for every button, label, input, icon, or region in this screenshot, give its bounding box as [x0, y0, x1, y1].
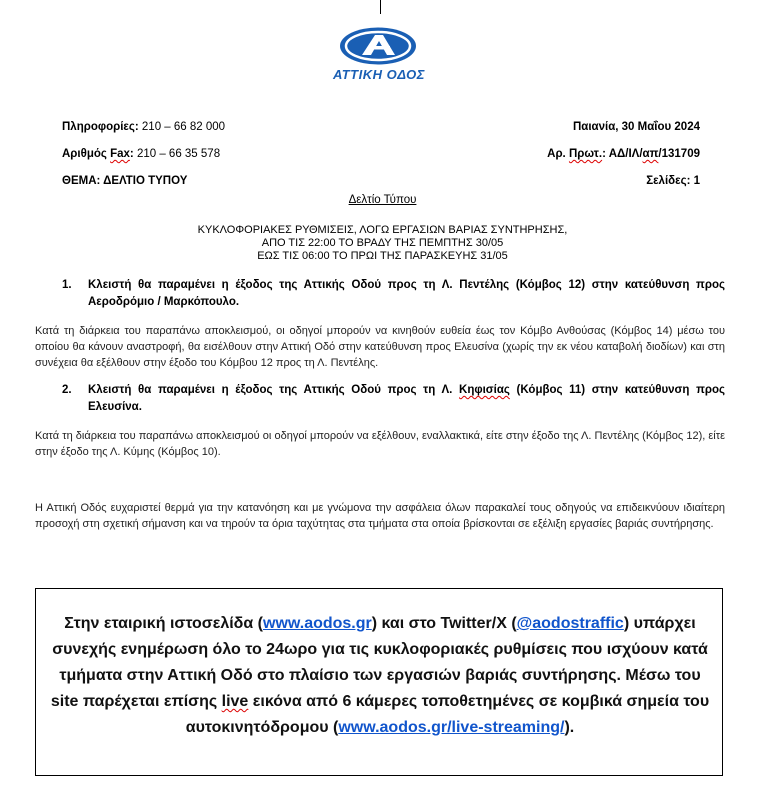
logo-text: ΑΤΤΙΚΗ ΟΔΟΣ	[333, 67, 425, 82]
document-title: ΚΥΚΛΟΦΟΡΙΑΚΕΣ ΡΥΘΜΙΣΕΙΣ, ΛΟΓΩ ΕΡΓΑΣΙΩΝ ΒΑΡΙΑΣ ΣΥΝΤΗΡΗΣΗΣ, ΑΠΟ ΤΙΣ 22:00 ΤΟ ΒΡΑΔΥ ΤΗΣ ΠΕΜΠΤΗΣ 30/05 ΕΩΣ ΤΙΣ 06:00 ΤΟ ΠΡΩΙ ΤΗΣ ΠΑΡΑΣΚΕΥΗΣ 31/05	[197, 224, 568, 262]
protocol-line: Αρ. Πρωτ.: ΑΔ/ΙΛ/απ/131709	[547, 148, 700, 160]
date-line: Παιανία, 30 Μαΐου 2024	[572, 121, 700, 133]
attiki-odos-logo	[333, 26, 423, 88]
info-line: Πληροφορίες: 210 – 66 82 000	[62, 121, 226, 133]
item-1-text: Κλειστή θα παραμένει η έξοδος της Αττικής Οδού προς τη Λ. Πεντέλης (Κόμβος 12) στην κατεύθυνση προς Αεροδρόμιο / Μαρκόπουλο.	[88, 279, 725, 308]
info-phone: 210 – 66 82 000	[141, 121, 226, 133]
item-1-number: 1.	[62, 279, 72, 291]
item-2-description: Κατά τη διάρκεια του παραπάνω αποκλεισμού οι οδηγοί μπορούν να εξέλθουν, εναλλακτικά, είτε στην έξοδο της Λ. Πεντέλης (Κόμβος 12), είτε στην έξοδο της Λ. Κύμης (Κόμβος 10).	[35, 430, 725, 458]
document-heading: Δελτίο Τύπου	[348, 194, 417, 206]
fax-number: 210 – 66 35 578	[136, 148, 221, 160]
closing-paragraph: Η Αττική Οδός ευχαριστεί θερμά για την κατανόηση και με γνώμονα την ασφάλεια όλων παρακαλεί τους οδηγούς να επιδεικνύουν ιδιαίτερη προσοχή στη σχετική σήμανση και να τηρούν τα όρια ταχύτητας στα τμήματα στα οποία βρίσκονται σε εξέλιξη εργασίες βαριάς συντήρησης.	[35, 502, 725, 530]
live-streaming-link[interactable]: www.aodos.gr/live-streaming/	[338, 719, 565, 736]
item-2-text: Κλειστή θα παραμένει η έξοδος της Αττικής Οδού προς τη Λ. Κηφισίας (Κόμβος 11) στην κατεύθυνση προς Ελευσίνα.	[88, 384, 725, 413]
top-divider	[380, 0, 381, 14]
item-2-number: 2.	[62, 384, 72, 396]
fax-line: Αριθμός Fax: 210 – 66 35 578	[62, 148, 221, 160]
item-1-description: Κατά τη διάρκεια του παραπάνω αποκλεισμού, οι οδηγοί μπορούν να κινηθούν ευθεία έως τον Κόμβο Ανθούσας (Κόμβος 14) μέσω του οποίου θα κάνουν αναστροφή, θα εισέλθουν στην Αττική Οδό στην κατεύθυνση προς Ελευσίνα (χωρίς την εκ νέου καταβολή διοδίων) και στη συνέχεια θα εξέλθουν στην έξοδο του Κόμβου 12 προς τη Λ. Πεντέλης.	[35, 325, 725, 369]
twitter-link[interactable]: @aodostraffic	[516, 615, 624, 632]
pages-line: Σελίδες: 1	[646, 175, 700, 187]
logo-emblem-icon	[338, 26, 418, 66]
website-link[interactable]: www.aodos.gr	[263, 615, 372, 632]
subject-line: ΘΕΜΑ: ΔΕΛΤΙΟ ΤΥΠΟΥ	[62, 175, 188, 187]
info-box-text: Στην εταιρική ιστοσελίδα (www.aodos.gr) και στο Twitter/X (@aodostraffic) υπάρχει συνεχής ενημέρωση όλο το 24ωρο για τις κυκλοφοριακές ρυθμίσεις που ισχύουν κατά τμήματα στην Αττική Οδό στο πλαίσιο των εργασιών βαριάς συντήρησης. Μέσω του site παρέχεται επίσης live εικόνα από 6 κάμερες τοποθετημένες σε κομβικά σημεία του αυτοκινητόδρομου (www.aodos.gr/live-streaming/).	[50, 615, 710, 736]
